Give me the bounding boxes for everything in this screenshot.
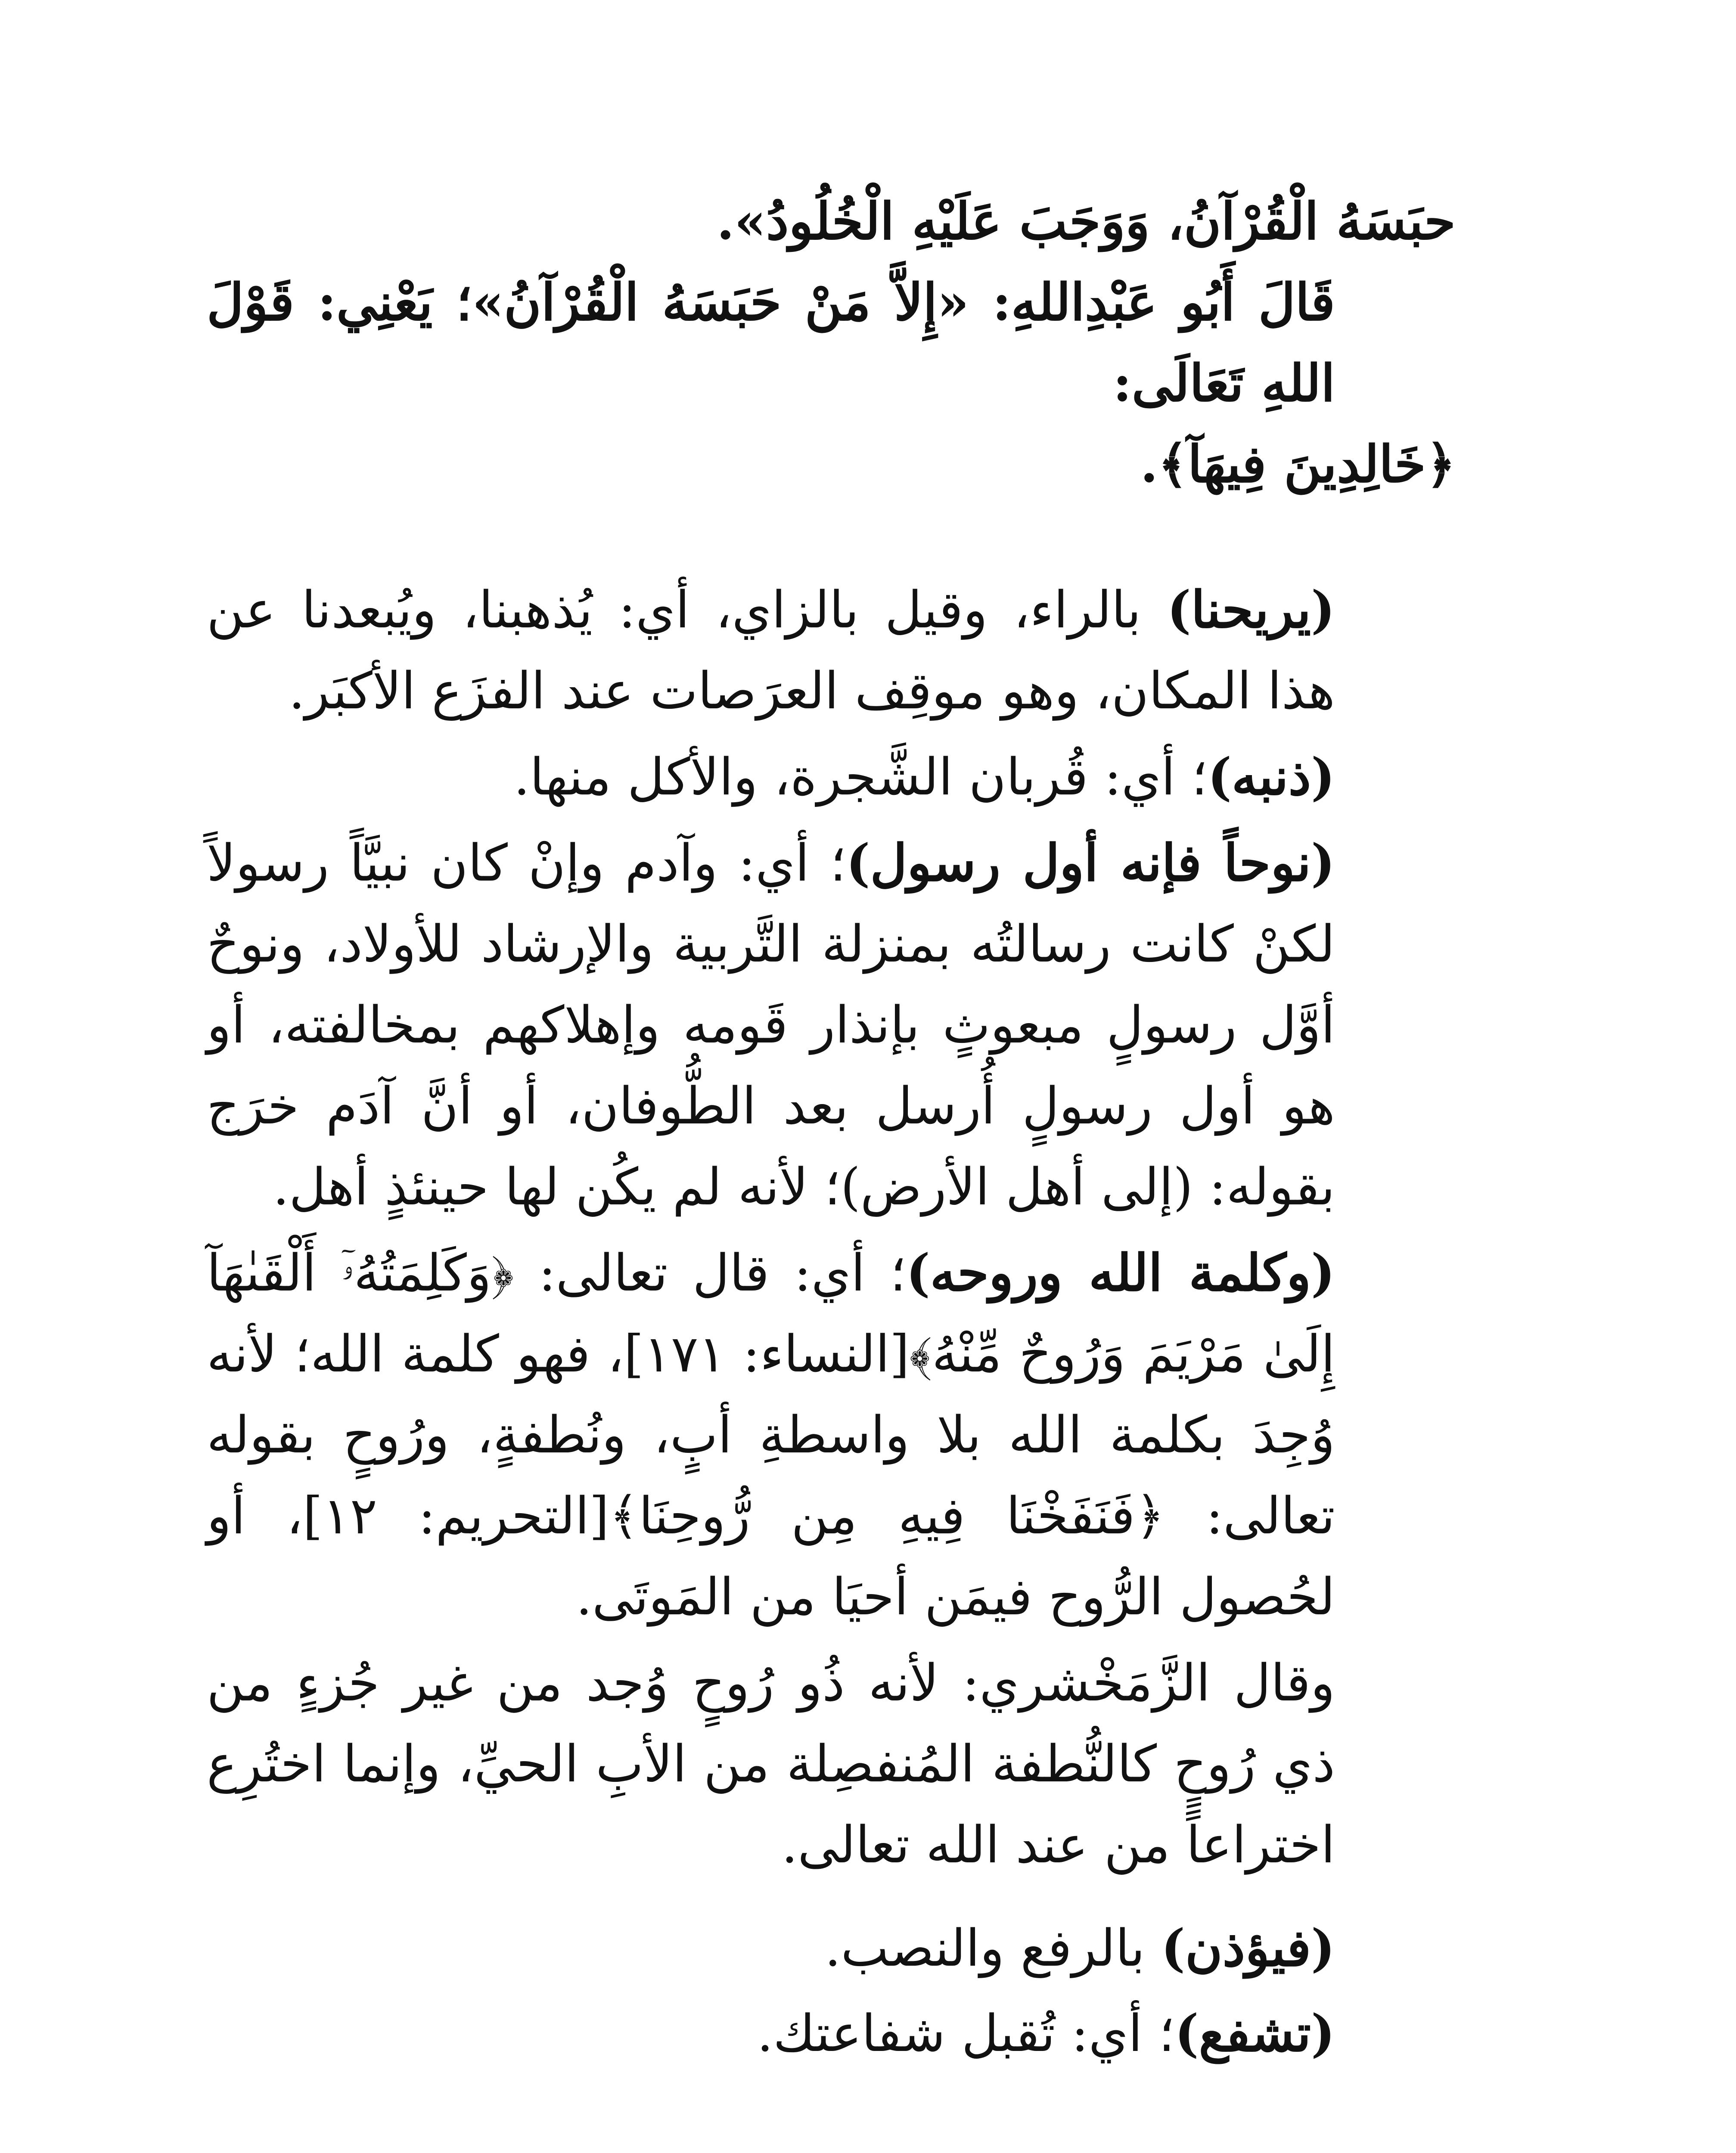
commentary-term: (يريحنا) — [1167, 580, 1335, 639]
commentary-paragraph-3 — [207, 822, 1456, 1227]
commentary-text: ؛ أي: تُقبل شفاعتك. — [757, 2004, 1175, 2063]
commentary-text: ؛ أي: وآدم وإنْ كان نبيَّاً رسولاً لكنْ كانت رسالتُه بمنزلة التَّربية والإرشاد للأولاد، ونوحٌ أوَّل رسولٍ مبعوثٍ بإنذار قَومه وإهلاكهم بمخالفته، أو هو أول رسولٍ أُرسل بعد الطُّوفان، أو أنَّ آدَم خرَج بقوله: (إلى أهل الأرض)؛ لأنه لم يكُن لها حينئذٍ أهل. — [207, 833, 1335, 1216]
paragraph-gap — [207, 1890, 1456, 1908]
commentary-term: (نوحاً فإنه أول رسول) — [846, 833, 1335, 893]
hadith-line-1: حبَسَهُ الْقُرْآنُ، وَوَجَبَ عَلَيْهِ الْخُلُودُ». — [717, 191, 1456, 251]
commentary-term: (وكلمة الله وروحه) — [906, 1243, 1335, 1303]
commentary-text: ؛ أي: قُربان الشَّجرة، والأكل منها. — [513, 747, 1208, 807]
quran-verse-line: ﴿خَالِدِينَ فِيهَآ﴾. — [1140, 434, 1456, 494]
commentary-paragraph-1 — [207, 569, 1456, 731]
commentary-text: بالرفع والنصب. — [825, 1918, 1161, 1978]
commentary-term: (فيؤذن) — [1161, 1918, 1335, 1978]
commentary-paragraph-4 — [207, 1232, 1456, 1637]
commentary-paragraph-5 — [207, 1642, 1456, 1885]
commentary-text: وقال الزَّمَخْشري: لأنه ذُو رُوحٍ وُجد من غير جُزءٍ من ذي رُوحٍ كالنُّطفة المُنفصِلة من الأبِ الحيِّ، وإنما اختُرِع اختراعاً من عند الله تعالى. — [207, 1653, 1335, 1874]
commentary-text: ؛ أي: قال تعالى: ﴿وَكَلِمَتُهُۥٓ أَلْقَىٰهَآ إِلَىٰ مَرْيَمَ وَرُوحٌ مِّنْهُ﴾[النساء: ١٧١]، فهو كلمة الله؛ لأنه وُجِدَ بكلمة الله بلا واسطةِ أبٍ، ونُطفةٍ، ورُوحٍ بقوله تعالى: ﴿فَنَفَخْنَا فِيهِ مِن رُّوحِنَا﴾[التحريم: ١٢]، أو لحُصول الرُّوح فيمَن أحيَا من المَوتَى. — [207, 1243, 1335, 1626]
hadith-line-2: قَالَ أَبُو عَبْدِاللهِ: «إِلاَّ مَنْ حَبَسَهُ الْقُرْآنُ»؛ يَعْنِي: قَوْلَ اللهِ تَعَالَى: — [207, 272, 1335, 413]
commentary-paragraph-2 — [207, 736, 1456, 817]
commentary-text: بالراء، وقيل بالزاي، أي: يُذهبنا، ويُبعدنا عن هذا المكان، وهو موقِف العرَصات عند الفزَع الأكبَر. — [207, 580, 1335, 720]
commentary-term: (ذنبه) — [1208, 747, 1335, 807]
commentary-paragraph-7 — [207, 1993, 1456, 2074]
commentary-term: (تشفع) — [1174, 2003, 1335, 2063]
hadith-quote-block — [207, 181, 1456, 505]
commentary-paragraph-6 — [207, 1908, 1456, 1989]
page-content — [207, 181, 1456, 2078]
